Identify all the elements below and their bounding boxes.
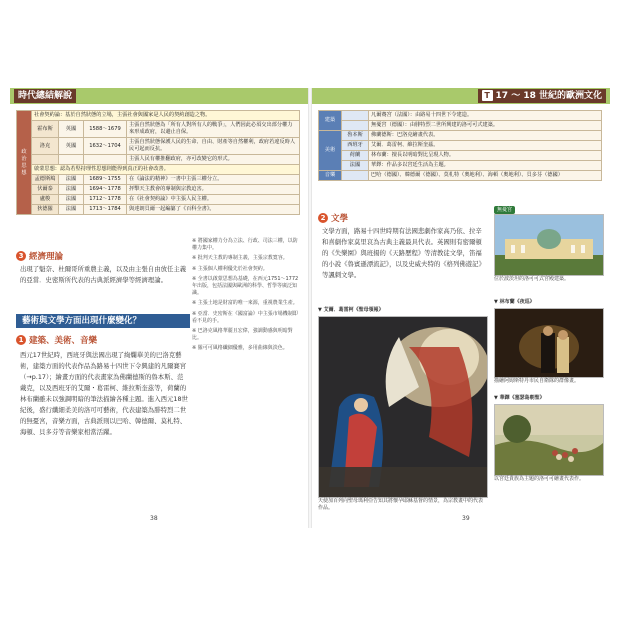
annunciation-caption: 天使加百列向聖母瑪利亞告知其將懷孕耶穌基督的情景，為宗教畫中的代表作品。 <box>318 498 484 511</box>
section-title: 建築、美術、音樂 <box>29 336 98 346</box>
left-header-label: 時代總結解說 <box>14 89 76 103</box>
sub-cell: 西班牙 <box>342 141 369 151</box>
years-cell: 1713～1784 <box>84 205 127 215</box>
name-cell: 英國 <box>59 138 84 155</box>
sub-cell <box>342 111 369 121</box>
annunciation-painting <box>318 316 488 498</box>
night-watch-caption: 描繪阿姆斯特丹市民自衛隊的群像畫。 <box>494 378 580 384</box>
table-row <box>17 185 300 195</box>
desc-cell: 抨擊天主教會的專制與宗教迫害。 <box>127 185 300 195</box>
description-cell: 無憂宮（德國）：由腓特烈二世所興建的洛可可式建築。 <box>369 121 602 131</box>
side-note: ※ 主張土地是財富的唯一來源，重視農業生產。 <box>192 300 298 307</box>
section-number: 1 <box>16 335 26 345</box>
section-2-body: 文學方面，路易十四世時期有法國悲劇作家高乃依、拉辛和喜劇作家莫里哀為古典主義最具代表。英國則有密爾頓的《失樂園》與班揚的《天路歷程》等清教徒文學，笛福的小說《魯賓遜漂流記》，以及史威夫特的《格列佛遊記》等諷刺文學。 <box>322 227 482 279</box>
group-cell: 建築 <box>319 111 342 131</box>
description-cell: 艾爾．葛雷柯、維拉斯奎茲。 <box>369 141 602 151</box>
desc-cell: 主張自然狀態保護人民的生命、自由、財產等自然權利，政府若違反時人民可起而反抗。 <box>127 138 300 155</box>
side-note: ※ 將國家權力分為立法、行政、司法三權，以防權力集中。 <box>192 238 298 252</box>
desc-cell: 主張人民有權推翻政府，亦可改變它的形式。 <box>127 155 300 165</box>
desc-cell: 主張自然狀態為「所有人對所有人的戰爭」，人們因此必須交出部分權力來形成政府，以避止自保。 <box>127 121 300 138</box>
side-note: ※ 亞當．史密斯在《國富論》中主張市場機制即看不見的手。 <box>192 310 298 324</box>
chapter-badge: T <box>482 90 493 101</box>
section-number: 3 <box>16 251 26 261</box>
description-cell: 林布蘭：擅長以明暗對比呈現人物。 <box>369 151 602 161</box>
table-row <box>17 155 300 165</box>
sub-cell: 魯本斯 <box>342 131 369 141</box>
description-cell: 巴哈（德國）、韓德爾（德國）、莫札特（奧地利）、海頓（奧地利）、貝多芬（德國） <box>369 171 602 181</box>
section-3-body: 出現了魁奈、杜爾哥所重農主義，以及由主張自由放任主義的亞當．史密斯所代表的古典派經濟學等經濟理論。 <box>20 265 187 284</box>
name-cell <box>59 155 84 165</box>
side-note: ※ 批判天主教的專制主義，主張宗教寬容。 <box>192 255 288 262</box>
left-page <box>10 88 308 528</box>
sanssouci-tag: 無憂宮 <box>494 206 515 214</box>
table-row <box>319 131 602 141</box>
name-cell: 法國 <box>59 175 84 185</box>
years-cell: 1588～1679 <box>84 121 127 138</box>
sub-cell: 法國 <box>342 161 369 171</box>
years-cell: 1689～1755 <box>84 175 127 185</box>
left-header-bar <box>10 88 308 104</box>
side-note: ※ 羅可可風格纖細優雅，多用曲線與淡色。 <box>192 345 288 352</box>
image-caption: ▼ 林布蘭《夜巡》 <box>494 299 535 305</box>
years-cell: 1712～1778 <box>84 195 127 205</box>
section-number: 2 <box>318 213 328 223</box>
section-2-heading <box>318 212 348 224</box>
description-cell: 佛蘭德斯：巴洛克繪畫代表。 <box>369 131 602 141</box>
table-row <box>17 165 300 175</box>
pilgrimage-caption: 以宮廷貴族為主題的洛可可繪畫代表作。 <box>494 476 585 482</box>
table-row <box>17 111 300 121</box>
political-thought-table <box>16 110 300 215</box>
table-row <box>319 111 602 121</box>
table-row <box>17 121 300 138</box>
sanssouci-photo <box>494 214 604 276</box>
description-cell: 社會契約論：基於自然狀態的立場，主張社會與國家是人民的契約創造之物。 <box>32 111 300 121</box>
years-cell <box>84 155 127 165</box>
section-1-body: 西元17世紀時，西班牙與法國出現了絢爛華美的巴洛克藝術，建築方面的代表作品為路易十四世下令興建的凡爾賽宮（→p.17）；繪畫方面的代表畫家為佛蘭德斯的魯本斯、范戴克，以及西班牙的艾爾・葛雷柯、維拉斯奎茲等，荷蘭的林布蘭雖未以強調明暗的筆法描繪各種主題。進入西元18世紀後，盛行纖細柔美的洛可可藝術，代表建築為腓特烈二世的無憂宮，音樂方面，古典派則以巴哈、韓德爾、莫札特、海頓、貝多芬等音樂家相當活躍。 <box>20 351 188 436</box>
side-notes <box>192 238 302 356</box>
sub-cell: 霍布斯 <box>32 121 59 138</box>
sub-cell <box>342 121 369 131</box>
sub-cell: 孟德斯鳩 <box>32 175 59 185</box>
group-cell: 音樂 <box>319 171 342 181</box>
section-title: 經濟理論 <box>29 252 64 262</box>
image-caption: ▼ 艾爾．葛雷柯《聖母領報》 <box>318 307 384 313</box>
name-cell: 英國 <box>59 121 84 138</box>
table-row <box>319 161 602 171</box>
right-header-text: 17 ～ 18 世紀的歐洲文化 <box>495 91 602 101</box>
group-cell: 美術 <box>319 131 342 171</box>
section-1-heading <box>16 334 97 346</box>
book-spread <box>10 88 610 528</box>
name-cell: 法國 <box>59 195 84 205</box>
years-cell: 1632～1704 <box>84 138 127 155</box>
pilgrimage-cythera-painting <box>494 404 604 476</box>
description-cell: 凡爾賽宮（法國）：由路易十四世下令建造。 <box>369 111 602 121</box>
side-note: ※ 全書以啟蒙思想為基礎，在西元1751～1772年出版，包括法國與歐洲的科學、哲學等廣泛知識。 <box>192 275 299 297</box>
right-page <box>312 88 610 528</box>
table-row <box>319 141 602 151</box>
sub-cell <box>32 155 59 165</box>
category-cell: 政治思想 <box>17 111 32 215</box>
table-row <box>319 171 602 181</box>
description-cell: 華鐸：作品多以宮廷生活為主題。 <box>369 161 602 171</box>
page-number: 38 <box>150 515 158 522</box>
section-3-heading <box>16 250 63 262</box>
side-note: ※ 主張個人權利優先於社會契約。 <box>192 265 268 272</box>
sanssouci-caption: 位於波茨坦的洛可可式宮殿建築。 <box>494 276 570 282</box>
desc-cell: 與達朗貝爾一起編纂了《百科全書》。 <box>127 205 300 215</box>
page-number: 39 <box>462 515 470 522</box>
right-header-label <box>478 89 606 103</box>
sub-cell: 洛克 <box>32 138 59 155</box>
table-row <box>17 205 300 215</box>
sub-cell <box>342 171 369 181</box>
culture-table <box>318 110 602 181</box>
sub-cell: 狄德羅 <box>32 205 59 215</box>
table-row <box>319 121 602 131</box>
image-caption: ▼ 華鐸《塞瑟島朝聖》 <box>494 395 545 401</box>
desc-cell: 在《論法的精神》一書中主張三權分立。 <box>127 175 300 185</box>
sub-cell: 伏爾泰 <box>32 185 59 195</box>
art-literature-banner: 藝術與文學方面出現什麼變化？ <box>16 314 190 328</box>
sub-cell: 盧梭 <box>32 195 59 205</box>
table-row <box>319 151 602 161</box>
description-cell: 啟蒙思想：認為若堅持理性思想則能得到真正的社會改善。 <box>32 165 300 175</box>
section-title: 文學 <box>331 214 349 224</box>
sub-cell: 荷蘭 <box>342 151 369 161</box>
table-row <box>17 175 300 185</box>
right-header-bar <box>312 88 610 104</box>
table-row <box>17 138 300 155</box>
name-cell: 法國 <box>59 185 84 195</box>
side-note: ※ 巴洛克風格華麗且宏偉，強調動感與明暗對比。 <box>192 328 293 342</box>
name-cell: 法國 <box>59 205 84 215</box>
night-watch-painting <box>494 308 604 378</box>
table-row <box>17 195 300 205</box>
years-cell: 1694～1778 <box>84 185 127 195</box>
desc-cell: 在《社會契約論》中主張人民主權。 <box>127 195 300 205</box>
